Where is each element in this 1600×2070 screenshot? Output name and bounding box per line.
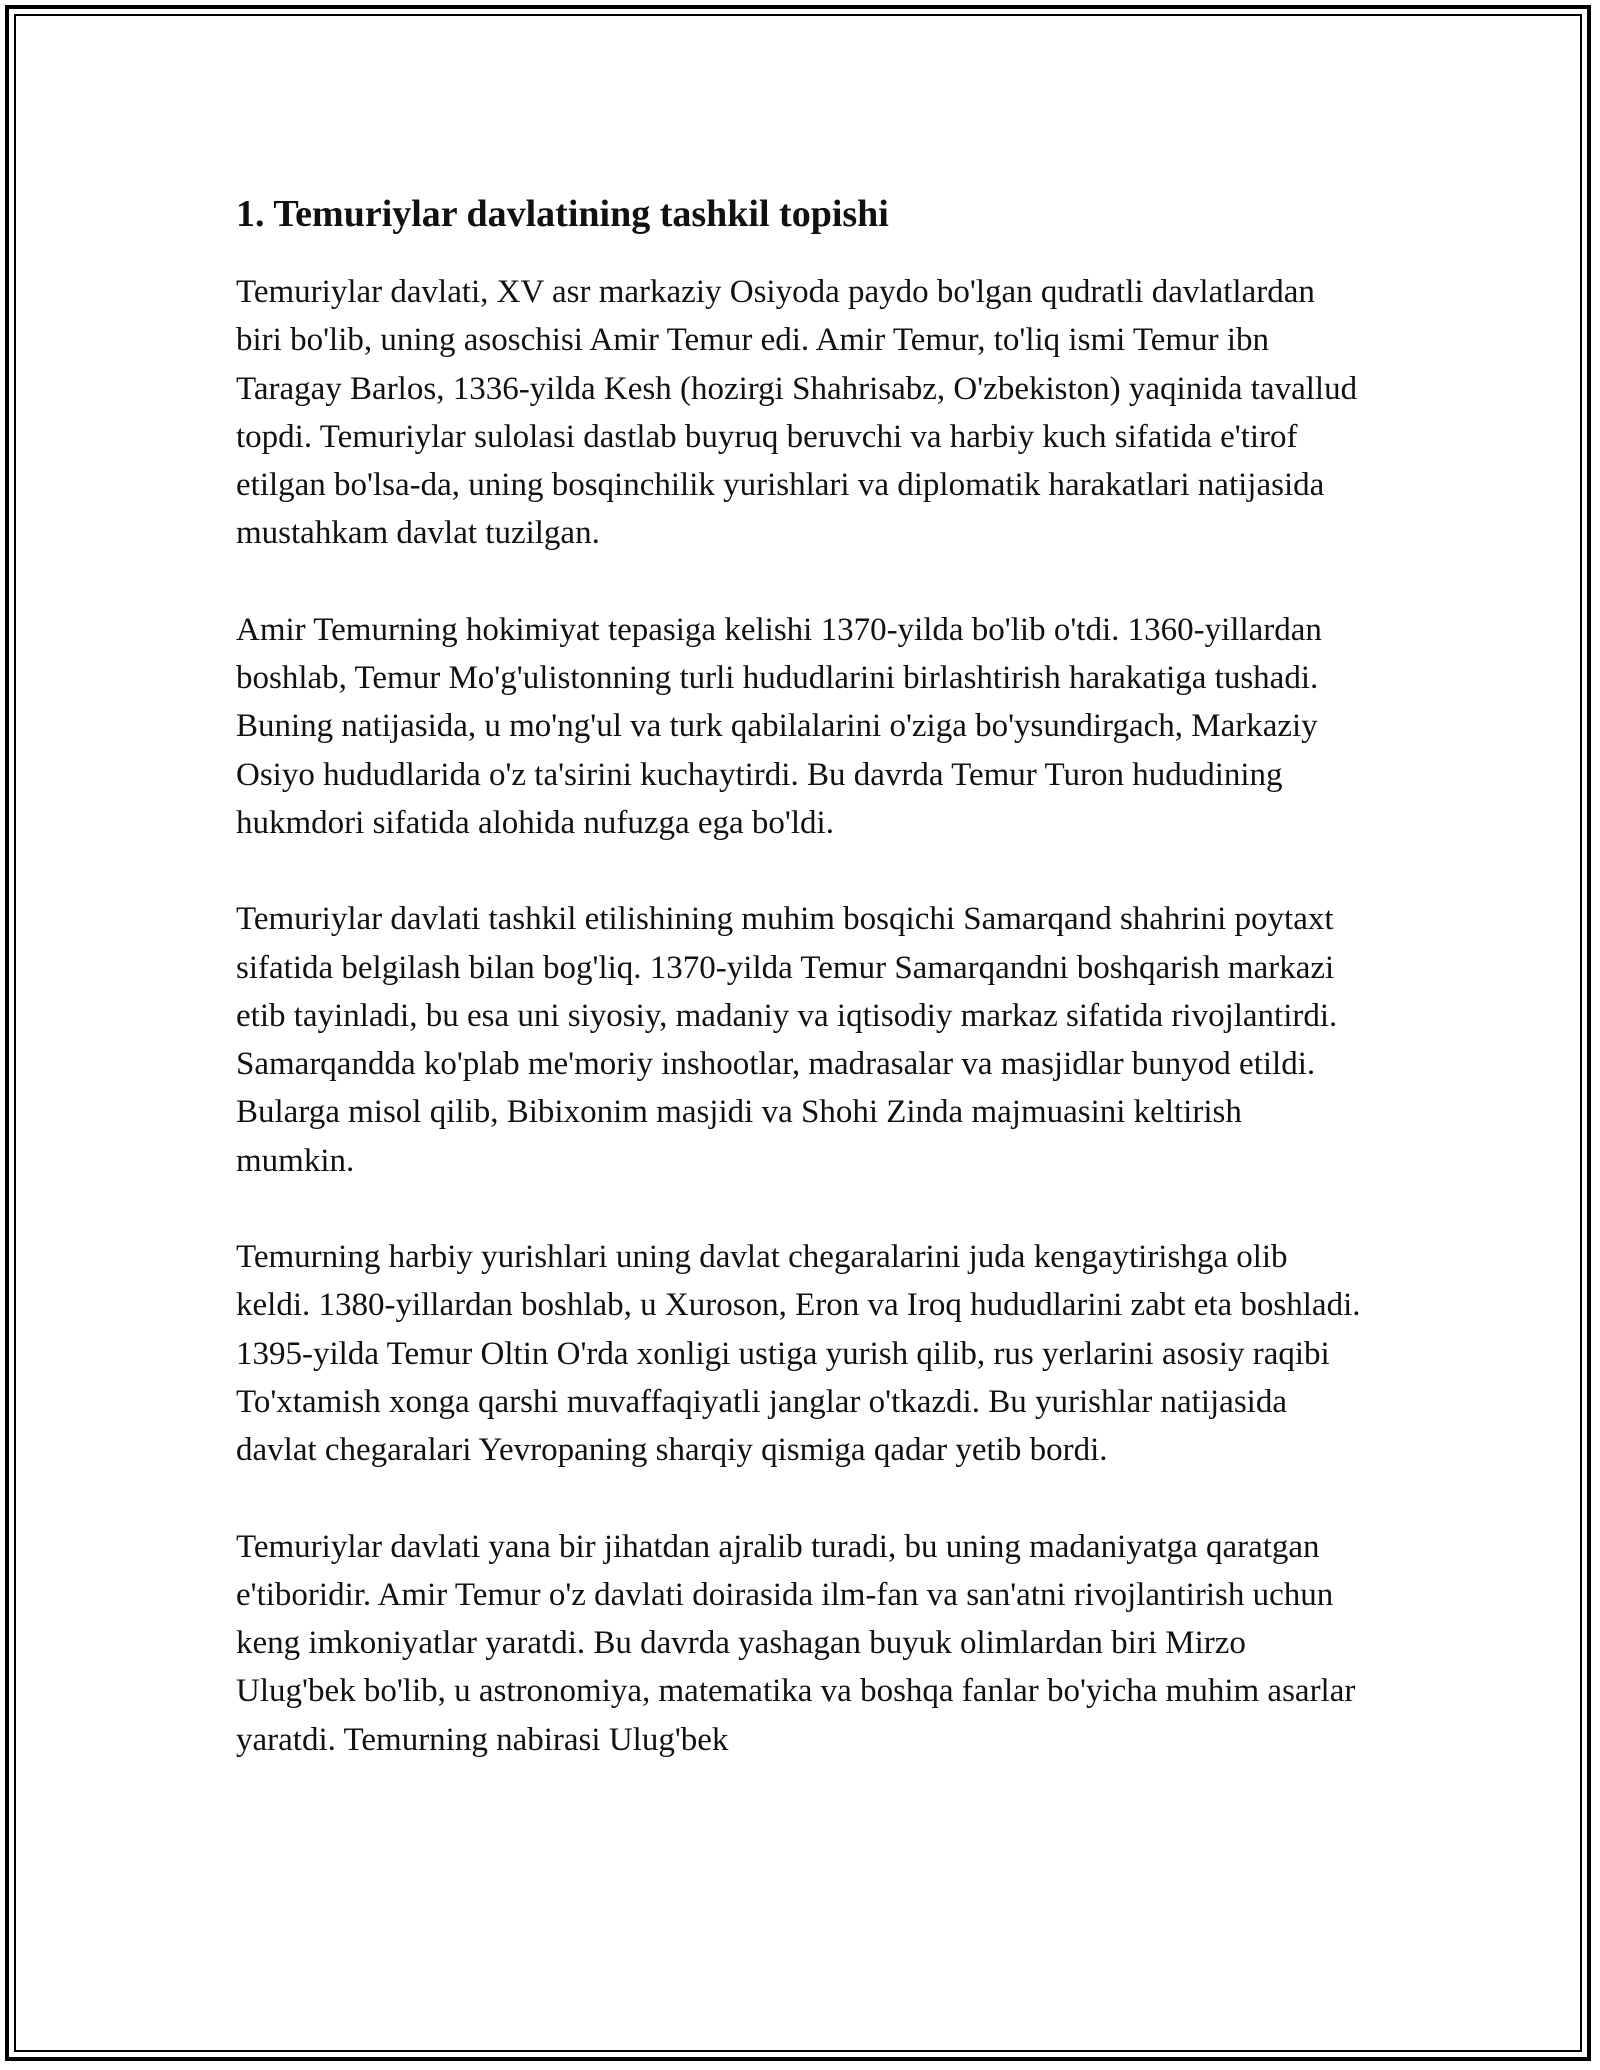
section-heading: 1. Temuriylar davlatining tashkil topishi [236,193,889,235]
paragraph-4: Temurning harbiy yurishlari uning davlat chegaralarini juda kengaytirishga olib keldi. 1380-yillardan boshlab, u Xuroson, Eron va Iroq hududlarini zabt eta boshladi. 1395-yilda Temur Oltin O'rda xonligi ustiga yurish qilib, rus yerlarini asosiy raqibi To'xtamish xonga qarshi muvaffaqiyatli janglar o'tkazdi. Bu yurishlar natijasida davlat chegaralari Yevropaning sharqiy qismiga qadar yetib bordi. [236,1239,1361,1469]
paragraph-1: Temuriylar davlati, XV asr markaziy Osiyoda paydo bo'lgan qudratli davlatlardan biri bo'lib, uning asoschisi Amir Temur edi. Amir Temur, to'liq ismi Temur ibn Taragay Barlos, 1336-yilda Kesh (hozirgi Shahrisabz, O'zbekiston) yaqinida tavallud topdi. Temuriylar sulolasi dastlab buyruq beruvchi va harbiy kuch sifatida e'tirof etilgan bo'lsa-da, uning bosqinchilik yurishlari va diplomatik harakatlari natijasida mustahkam davlat tuzilgan. [236,274,1358,552]
paragraph-3: Temuriylar davlati tashkil etilishining muhim bosqichi Samarqand shahrini poytaxt sifatida belgilash bilan bog'liq. 1370-yilda Temur Samarqandni boshqarish markazi etib tayinladi, bu esa uni siyosiy, madaniy va iqtisodiy markaz sifatida rivojlantirdi. Samarqandda ko'plab me'moriy inshootlar, madrasalar va masjidlar bunyod etildi. Bularga misol qilib, Bibixonim masjidi va Shohi Zinda majmuasini keltirish mumkin. [236,901,1338,1179]
paragraph-2: Amir Temurning hokimiyat tepasiga kelishi 1370-yilda bo'lib o'tdi. 1360-yillardan boshlab, Temur Mo'g'ulistonning turli hududlarini birlashtirish harakatiga tushadi. Buning natijasida, u mo'ng'ul va turk qabilalarini o'ziga bo'ysundirgach, Markaziy Osiyo hududlarida o'z ta'sirini kuchaytirdi. Bu davrda Temur Turon hududining hukmdori sifatida alohida nufuzga ega bo'ldi. [236,611,1322,841]
document-body [236,184,1366,1764]
paragraph-5: Temuriylar davlati yana bir jihatdan ajralib turadi, bu uning madaniyatga qaratgan e'tiboridir. Amir Temur o'z davlati doirasida ilm-fan va san'atni rivojlantirish uchun keng imkoniyatlar yaratdi. Bu davrda yashagan buyuk olimlardan biri Mirzo Ulug'bek bo'lib, u astronomiya, matematika va boshqa fanlar bo'yicha muhim asarlar yaratdi. Temurning nabirasi Ulug'bek [236,1528,1356,1758]
